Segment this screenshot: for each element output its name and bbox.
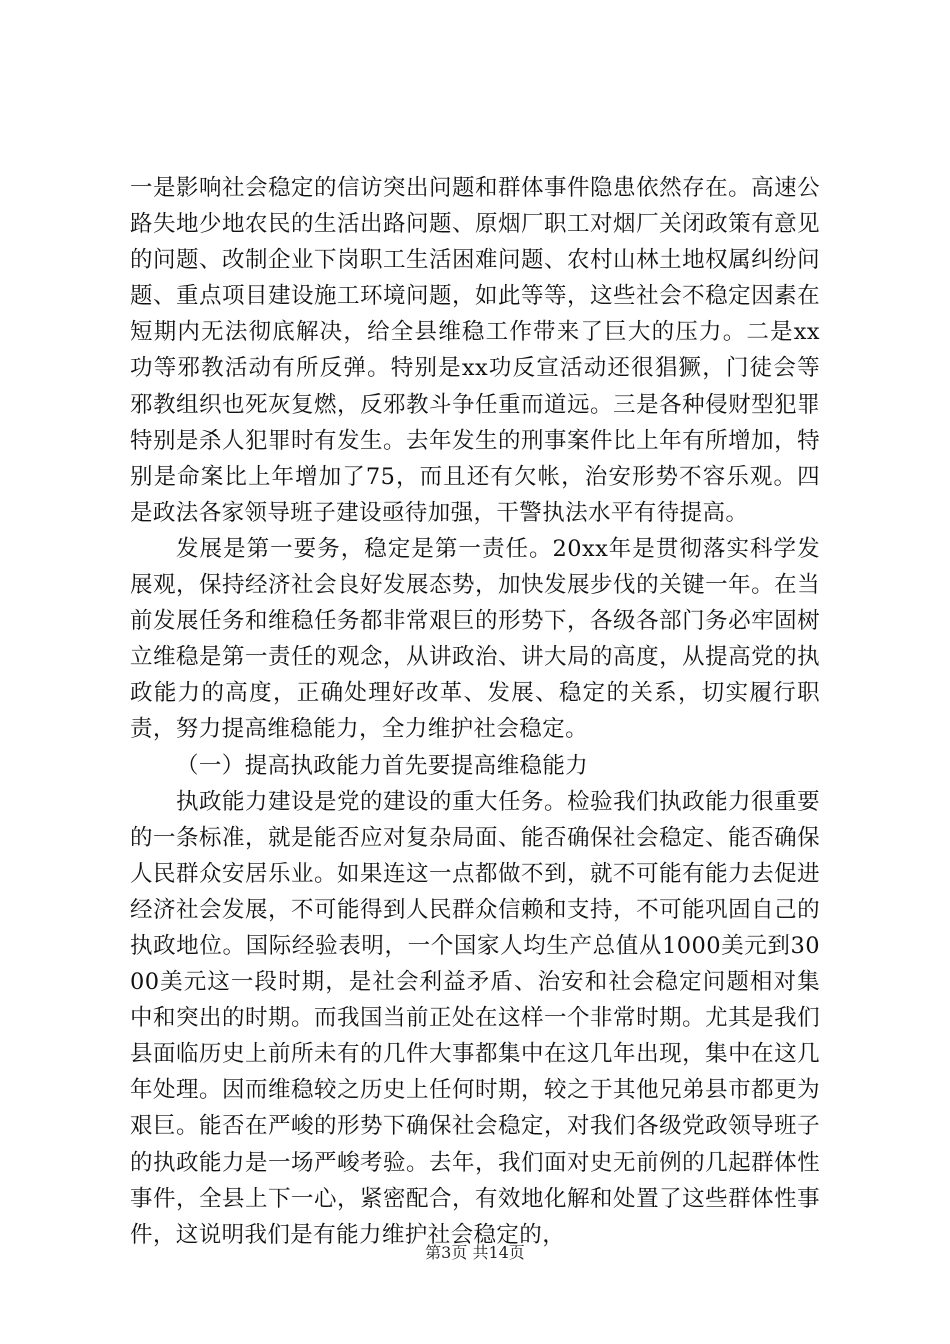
paragraph-1: 一是影响社会稳定的信访突出问题和群体事件隐患依然存在。高速公路失地少地农民的生活出路问题、原烟厂职工对烟厂关闭政策有意见的问题、改制企业下岗职工生活困难问题、农村山林土地权属纠纷问题、重点项目建设施工环境问题，如此等等，这些社会不稳定因素在短期内无法彻底解决，给全县维稳工作带来了巨大的压力。二是xx功等邪教活动有所反弹。特别是xx功反宣活动还很猖獗，门徒会等邪教组织也死灰复燃，反邪教斗争任重而道远。三是各种侵财型犯罪特别是杀人犯罪时有发生。去年发生的刑事案件比上年有所增加，特别是命案比上年增加了75，而且还有欠帐，治安形势不容乐观。四是政法各家领导班子建设亟待加强，干警执法水平有待提高。 xyxy=(130,175,820,526)
page-number-label: 第3页 共14页 xyxy=(425,1243,525,1262)
document-body xyxy=(130,170,820,1253)
section-heading: （一）提高执政能力首先要提高维稳能力 xyxy=(176,752,589,779)
paragraph-3: 执政能力建设是党的建设的重大任务。检验我们执政能力很重要的一条标准，就是能否应对复杂局面、能否确保社会稳定、能否确保人民群众安居乐业。如果连这一点都做不到，就不可能有能力去促进经济社会发展，不可能得到人民群众信赖和支持，不可能巩固自己的执政地位。国际经验表明，一个国家人均生产总值从1000美元到3000美元这一段时期，是社会利益矛盾、治安和社会稳定问题相对集中和突出的时期。而我国当前正处在这样一个非常时期。尤其是我们县面临历史上前所未有的几件大事都集中在这几年出现，集中在这几年处理。因而维稳较之历史上任何时期，较之于其他兄弟县市都更为艰巨。能否在严峻的形势下确保社会稳定，对我们各级党政领导班子的执政能力是一场严峻考验。去年，我们面对史无前例的几起群体性事件，全县上下一心，紧密配合，有效地化解和处置了这些群体性事件，这说明我们是有能力维护社会稳定的， xyxy=(130,788,820,1248)
page-footer xyxy=(0,1243,950,1263)
paragraph-2: 发展是第一要务，稳定是第一责任。20xx年是贯彻落实科学发展观，保持经济社会良好发展态势，加快发展步伐的关键一年。在当前发展任务和维稳任务都非常艰巨的形势下，各级各部门务必牢固树立维稳是第一责任的观念，从讲政治、讲大局的高度，从提高党的执政能力的高度，正确处理好改革、发展、稳定的关系，切实履行职责，努力提高维稳能力，全力维护社会稳定。 xyxy=(130,535,820,743)
